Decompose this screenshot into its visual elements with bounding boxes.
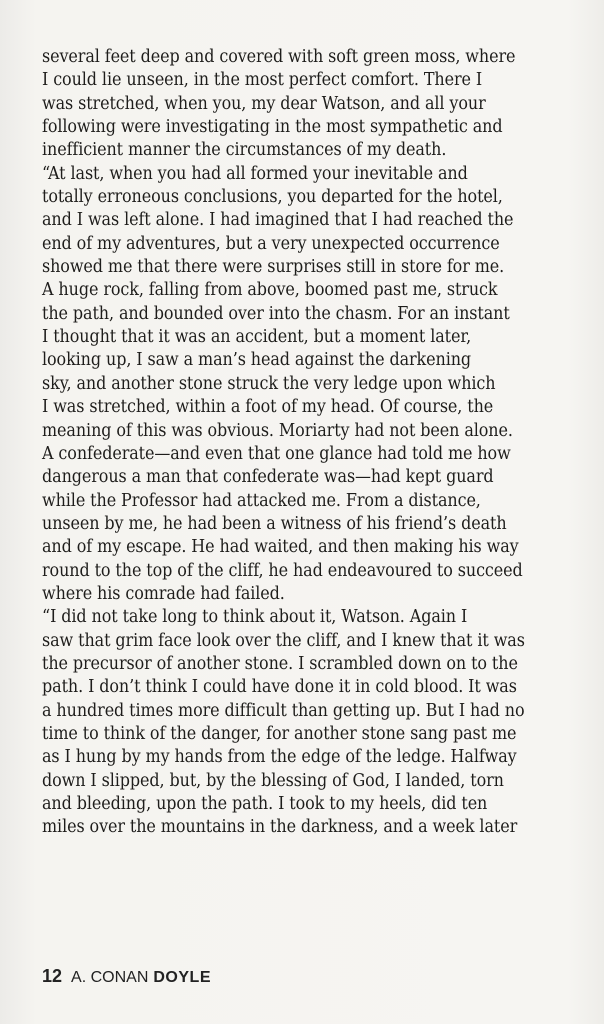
text-line: and I was left alone. I had imagined that I had reached the <box>42 210 514 231</box>
text-line: unseen by me, he had been a witness of his friend’s death <box>42 513 507 534</box>
text-line: I could lie unseen, in the most perfect comfort. There I <box>42 70 483 91</box>
text-line: as I hung by my hands from the edge of the ledge. Halfway <box>42 747 517 768</box>
text-line: dangerous a man that confederate was—had kept guard <box>42 467 494 488</box>
text-line: “At last, when you had all formed your inevitable and <box>42 163 468 184</box>
text-line: and bleeding, upon the path. I took to my heels, did ten <box>42 794 488 814</box>
text-line: showed me that there were surprises still in store for me. <box>42 257 505 278</box>
page-number: 12 <box>42 966 63 986</box>
text-line: A confederate—and even that one glance had told me how <box>42 443 511 464</box>
body-text <box>42 46 604 840</box>
text-line: end of my adventures, but a very unexpected occurrence <box>42 233 500 254</box>
text-line: A huge rock, falling from above, boomed past me, struck <box>42 280 498 301</box>
text-line: saw that grim face look over the cliff, and I knew that it was <box>42 630 525 651</box>
text-line: path. I don’t think I could have done it in cold blood. It was <box>42 677 517 698</box>
text-line: meaning of this was obvious. Moriarty had not been alone. <box>42 420 513 441</box>
author-first-name: A. CONAN <box>71 969 149 986</box>
text-line: “I did not take long to think about it, Watson. Again I <box>42 607 468 628</box>
text-line: round to the top of the cliff, he had endeavoured to succeed <box>42 560 523 581</box>
text-line: totally erroneous conclusions, you departed for the hotel, <box>42 187 503 208</box>
text-line: was stretched, when you, my dear Watson, and all your <box>42 93 486 114</box>
text-line: while the Professor had attacked me. From a distance, <box>42 490 481 511</box>
text-line: I thought that it was an accident, but a moment later, <box>42 327 472 348</box>
text-line: down I slipped, but, by the blessing of God, I landed, torn <box>42 770 504 791</box>
text-line: and of my escape. He had waited, and then making his way <box>42 537 519 558</box>
text-line: sky, and another stone struck the very ledge upon which <box>42 373 496 394</box>
text-line: inefficient manner the circumstances of my death. <box>42 140 447 161</box>
text-line: looking up, I saw a man’s head against the darkening <box>42 350 472 371</box>
text-line: time to think of the danger, for another stone sang past me <box>42 723 517 744</box>
text-line: several feet deep and covered with soft green moss, where <box>42 47 516 67</box>
text-line: following were investigating in the most sympathetic and <box>42 117 503 138</box>
text-line: the precursor of another stone. I scrambled down on to the <box>42 653 518 674</box>
text-line: the path, and bounded over into the chasm. For an instant <box>42 303 510 324</box>
author-last-name: DOYLE <box>153 969 211 986</box>
text-line: where his comrade had failed. <box>42 583 285 604</box>
text-line: miles over the mountains in the darkness, and a week later <box>42 817 518 838</box>
text-line: I was stretched, within a foot of my head. Of course, the <box>42 397 494 418</box>
page-footer <box>42 966 211 990</box>
text-line: a hundred times more difficult than getting up. But I had no <box>42 700 525 721</box>
